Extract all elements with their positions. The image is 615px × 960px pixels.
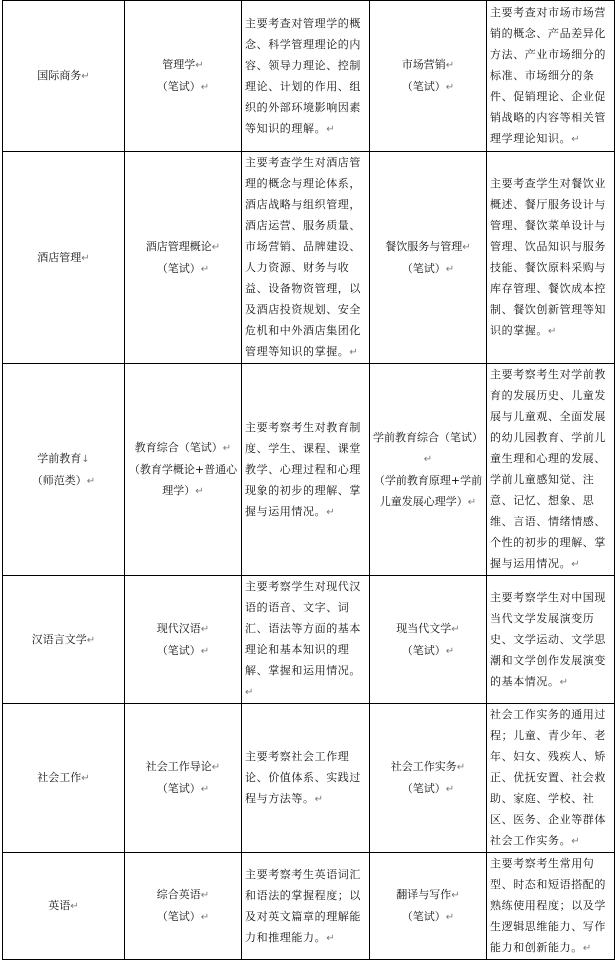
desc1-text: 主要考察考生对教育制度、学生、课程、课堂教学、心理过程和心理现象的初步的理解、掌握与运用情况。: [245, 420, 361, 518]
major-cell: 酒店管理↵: [3, 152, 125, 364]
subject2-name: 翻译与写作: [396, 888, 452, 901]
subject1-name: 管理学: [162, 58, 196, 71]
major-name: 汉语言文学: [31, 632, 87, 646]
subject2-cell: 学前教育综合（笔试）↵ （学前教育原理+学前儿童发展心理学）↵: [370, 364, 487, 576]
subject1-cell: 教育综合（笔试）↵ （教育学概论+普通心理学）↵: [125, 364, 242, 576]
subject2-name: 学前教育综合（笔试）: [373, 430, 483, 444]
major-name: 酒店管理: [37, 250, 82, 264]
subject1-mode: （笔试）: [156, 643, 201, 657]
major-name: 英语: [48, 899, 71, 912]
subject1-mode: （教育学概论+普通心理学）: [128, 463, 238, 497]
subject2-mode: （笔试）: [401, 782, 446, 795]
subject1-cell: 管理学↵ （笔试）↵: [125, 1, 242, 152]
desc1-text: 主要考查学生对酒店管理的概念与理论体系，酒店战略与组织管理，酒店运营、服务质量、市场营销、品牌建设、人力资源、财务与收益、设备物资管理，以及酒店投资规划、安全危机和中外酒店集团化管理等知识的掌握。: [245, 156, 361, 358]
subject2-cell: 现当代文学↵ （笔试）↵: [370, 576, 487, 704]
desc1-cell: 主要考察社会工作理论、价值体系、实践过程与方法等。↵: [242, 704, 370, 853]
desc2-cell: 主要考察学生对中国现当代文学发展演变历史、文学运动、文学思潮和文学创作发展演变的基本情况。↵: [487, 576, 615, 704]
subject2-name: 市场营销: [401, 58, 446, 71]
subject2-mode: （笔试）: [401, 261, 446, 275]
major-cell: 国际商务↵: [3, 1, 125, 152]
subject2-name: 现当代文学: [396, 621, 452, 635]
subject2-cell: 社会工作实务↵ （笔试）↵: [370, 704, 487, 853]
desc1-text: 主要考察社会工作理论、价值体系、实践过程与方法等。: [245, 750, 361, 805]
subject1-name: 酒店管理概论: [145, 239, 212, 253]
subject1-name: 社会工作导论: [145, 760, 212, 773]
subject1-mode: （笔试）: [156, 782, 201, 795]
subject1-cell: 综合英语↵ （笔试）↵: [125, 853, 242, 960]
table-row: [3, 364, 615, 576]
table-row: [3, 152, 615, 364]
desc2-text: 社会工作实务的通用过程；儿童、青少年、老年、妇女、残疾人、矫正、优抚安置、社会救助、家庭、学校、社区、医务、企业等群体社会工作实务。: [490, 708, 606, 847]
major-name: 社会工作: [37, 771, 82, 784]
subject2-name: 餐饮服务与管理: [385, 239, 463, 253]
subject1-mode: （笔试）: [156, 910, 201, 923]
subject2-mode: （学前教育原理+学前儿童发展心理学）: [373, 473, 483, 508]
desc1-cell: 主要考查对管理学的概念、科学管理理论的内容、领导力理论、控制理论、计划的作用、组织的外部环境影响因素等知识的理解。↵: [242, 1, 370, 152]
table-row: [3, 853, 615, 960]
subject2-cell: 餐饮服务与管理↵ （笔试）↵: [370, 152, 487, 364]
major-name: 学前教育: [37, 451, 82, 465]
major-cell: 学前教育↓ （师范类）↵: [3, 364, 125, 576]
subject1-name: 现代汉语: [156, 621, 201, 635]
desc2-cell: 主要考查学生对餐饮业概述、餐厅服务设计与管理、餐饮菜单设计与管理、饮品知识与服务技能、餐饮原料采购与库存管理、餐饮成本控制、餐饮创新管理等知识的掌握。↵: [487, 152, 615, 364]
desc2-cell: 主要考察考生常用句型、时态和短语搭配的熟练使用程度；以及学生逻辑思维能力、写作能力和创新能力。↵: [487, 853, 615, 960]
desc2-text: 主要考察考生对学前教育的发展历史、儿童发展与儿童观、全面发展的幼儿园教育、学前儿童生理和心理的发展、学前儿童感知觉、注意、记忆、想象、思维、言语、情绪情感、个性的初步的理解、掌握与运用情况。: [490, 368, 606, 570]
desc1-cell: 主要考查学生对酒店管理的概念与理论体系，酒店战略与组织管理，酒店运营、服务质量、市场营销、品牌建设、人力资源、财务与收益、设备物资管理，以及酒店投资规划、安全危机和中外酒店集团化管理等知识的掌握。↵: [242, 152, 370, 364]
desc1-cell: 主要考察考生对教育制度、学生、课程、课堂教学、心理过程和心理现象的初步的理解、掌握与运用情况。↵: [242, 364, 370, 576]
major-cell: 英语↵: [3, 853, 125, 960]
desc1-text: 主要考察学生对现代汉语的语音、文字、词汇、语法等方面的基本理论和基本知识的理解、掌握和运用情况。: [245, 580, 361, 677]
desc2-text: 主要考察考生常用句型、时态和短语搭配的熟练使用程度；以及学生逻辑思维能力、写作能力和创新能力。: [490, 857, 606, 954]
desc1-cell: 主要考察考生英语词汇和语法的掌握程度；以及对英文篇章的理解能力和推理能力。↵: [242, 853, 370, 960]
subject1-mode: （笔试）: [156, 80, 201, 93]
table-row: [3, 704, 615, 853]
subject1-name: 综合英语: [156, 888, 201, 901]
subject1-cell: 酒店管理概论↵ （笔试）↵: [125, 152, 242, 364]
desc2-text: 主要考查学生对餐饮业概述、餐厅服务设计与管理、餐饮菜单设计与管理、饮品知识与服务技能、餐饮原料采购与库存管理、餐饮成本控制、餐饮创新管理等知识的掌握。: [490, 177, 606, 337]
desc2-cell: 主要考查对市场市场营销的概念、产品差异化方法、产业市场细分的标准、市场细分的条件、促销理论、企业促销战略的内容等相关管理学理论知识。↵: [487, 1, 615, 152]
desc1-text: 主要考察考生英语词汇和语法的掌握程度；以及对英文篇章的理解能力和推理能力。: [245, 867, 361, 944]
desc2-text: 主要考察学生对中国现当代文学发展演变历史、文学运动、文学思潮和文学创作发展演变的基本情况。: [490, 590, 606, 688]
desc2-cell: 社会工作实务的通用过程；儿童、青少年、老年、妇女、残疾人、矫正、优抚安置、社会救助、家庭、学校、社区、医务、企业等群体社会工作实务。↵: [487, 704, 615, 853]
table-row: [3, 576, 615, 704]
subject2-cell: 翻译与写作↵ （笔试）↵: [370, 853, 487, 960]
subject1-cell: 社会工作导论↵ （笔试）↵: [125, 704, 242, 853]
desc1-text: 主要考查对管理学的概念、科学管理理论的内容、领导力理论、控制理论、计划的作用、组织的外部环境影响因素等知识的理解。: [245, 16, 361, 135]
major-name: 国际商务: [37, 69, 82, 82]
exam-subjects-table: [2, 0, 615, 960]
major-note: （师范类）: [31, 473, 87, 487]
subject2-mode: （笔试）: [401, 643, 446, 657]
subject2-name: 社会工作实务: [390, 760, 457, 773]
major-cell: 社会工作↵: [3, 704, 125, 853]
subject2-mode: （笔试）: [401, 910, 446, 923]
subject1-name: 教育综合（笔试）: [134, 441, 223, 454]
subject2-mode: （笔试）: [401, 80, 446, 93]
desc2-text: 主要考查对市场市场营销的概念、产品差异化方法、产业市场细分的标准、市场细分的条件、促销理论、企业促销战略的内容等相关管理学理论知识。: [490, 6, 606, 145]
desc2-cell: 主要考察考生对学前教育的发展历史、儿童发展与儿童观、全面发展的幼儿园教育、学前儿童生理和心理的发展、学前儿童感知觉、注意、记忆、想象、思维、言语、情绪情感、个性的初步的理解、掌握与运用情况。↵: [487, 364, 615, 576]
table-row: [3, 1, 615, 152]
subject1-cell: 现代汉语↵ （笔试）↵: [125, 576, 242, 704]
desc1-cell: 主要考察学生对现代汉语的语音、文字、词汇、语法等方面的基本理论和基本知识的理解、掌握和运用情况。↵: [242, 576, 370, 704]
subject2-cell: 市场营销↵ （笔试）↵: [370, 1, 487, 152]
major-cell: 汉语言文学↵: [3, 576, 125, 704]
subject1-mode: （笔试）: [156, 261, 201, 275]
